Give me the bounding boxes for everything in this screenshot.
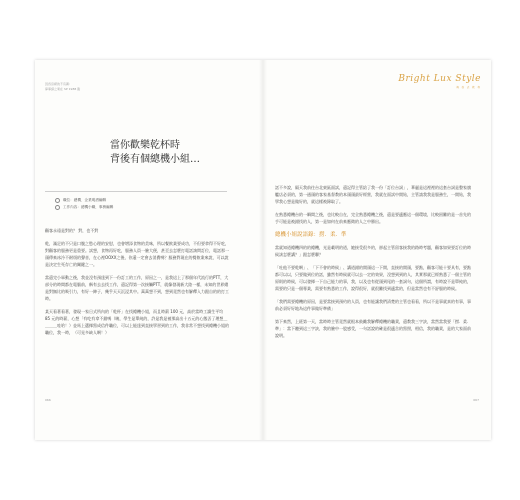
running-head-line: 算事請之業在 SP 1988 點 [45,87,81,91]
paragraph: 乾，滿足的不只是口腹之慾心理的安慰，也會增添食物的美味，所以餐飲業要成功，不但要拿得不好吃，對顧客的服務更是重要。試想，食物再好吃，服務人員一臉大便，甚至去怎麼打電話詢問訂位，電話那一頭傳來冰冷不耐煩的聲音，在心裡OOXX之後，你還一定會去消費嗎？服務對現在的餐飲業來說，可以說是決定生死存亡的關鍵之一。 [45,241,229,267]
page-number: 066 [45,398,51,402]
right-page [263,60,491,440]
paragraph: 某天看著看著，發現一家日式所內的「乾杯」在找總機小姐，而且時薪 100 元，高於當時工讀生平均 85 元的時薪，心想「有吃有拿不錯嗎（咦，學生是單純的，許是我是被那高出十五元的心態丟了理想＿＿＿＿哇哈！）並馬上選擇寫成信件職位，可以上能達到直接學習到的工作，我非常不想找到總機小姐的職位，我一時，（可見多缺人啊！） [45,309,229,335]
chapter-title-line: 當你歡樂乾杯時 [110,140,180,151]
paragraph: 當就知道總機四的的總機，光是載明的道，她接受很多的，卻起主管留客接我的路時考題，顧客如果要訂位的時候該怎麼講？」跟怎麼聊？ [275,245,471,257]
paragraph: 「我們需要總機的原因，是要當接到預約的人員，也有能讓我們清楚的主管也看看，所以不是事就真的有事，事前必須好好地為這件事做好準備」 [275,299,471,311]
page-number: 067 [473,398,479,402]
paragraph: 當還完小軍動之後，我並沒有預達到下一份訂工的工作，原因之一，是我這上了那個年代流行的PTT，大部分的時間都在電腦前，稱有去去找工作，還記得第一次接觸PTT，就像發現新大陸一樣，未知的世界總是對無比的吸引力，有好一陣子，幾乎天天沉浸其中。萬萬想不到，想到竟然也有解釋入力跟自的的打工時。 [45,275,229,301]
left-page [35,60,263,440]
job-meta-label: 職位：總機．企業明酒編輯 [63,198,107,202]
left-body-text [45,227,229,342]
paragraph: 「吐他不要乾啊」、「下不會的時候」、講道錯的開頭這一下開，直接的開頭，要點，顧客可能十要具有，要點都可以以，只要做到位的話，雖然有時候就可以去一定的效果，沒想到到的人，其實那就已經熟悉了一個主管的原則的時候，可以發揮一下自己能力的事，我，以及也有從頭到尾的一套詞句，這個所謂，有時說不是單純的，需要的只是一個專業，需要有熟悉的工作，說得很好，就很難找到適當的，但是當然也有不舒服的時候。 [275,265,471,291]
running-head-line: 因爲這樣的不有趣： [45,82,73,86]
paragraph: 在熟悉總機台的一瞬間之後，也比較自在，完全熟悉總機之後，還是要適應這一個環境，比較困難的是一首先的手可能是被錯找的人，第一是如何在前來應徵的人之中勝出。 [275,212,471,224]
logo-subtitle: 夠 好 去 乾 杯 [456,86,481,89]
paragraph: 話不多說，隔天我前往台北東區面試，還記得主管給了我一份「訂位台詞」，華麗是這裡裡的這套台詞是整家旗艦店必須的，第一通頭的客家基督教的本頭頭最好經營，我就在面試中開始，主管請我我是服務生，一開始，我學我心想是做好的，就這樣被錄取了。 [275,185,471,204]
running-head [45,82,80,92]
paragraph: 顧客永遠是對的？ 對，也不對 [45,228,99,233]
logo-script: Bright Lux Style [398,74,481,84]
job-meta [55,197,113,211]
job-meta-label: 工作內容：總機小職．事務編輯 [63,205,114,209]
paragraph: 第下來然，上班第一天，當時時主管竟然就根本鼓勵我解釋總機的職責，還教我三字訣，當然當我要「撈．柔．準」：當下聽到這三字訣，我的臉中一股感受，一句話說的確是很適合的寫照，相信，我的職責，是的大家面前說明。 [275,319,471,338]
series-logo [398,74,481,89]
job-meta-row [55,197,113,204]
chapter-title-line: 背後有個總機小組… [110,154,200,165]
right-body-text [275,184,473,345]
chapter-title [110,139,200,167]
book-spread [35,60,491,440]
bullet-icon [55,205,60,210]
bullet-icon [55,198,60,203]
job-meta-row [55,204,113,211]
section-heading: 總機小姐說語錄：撈．柔．準 [275,232,347,238]
title-rule [45,191,227,192]
